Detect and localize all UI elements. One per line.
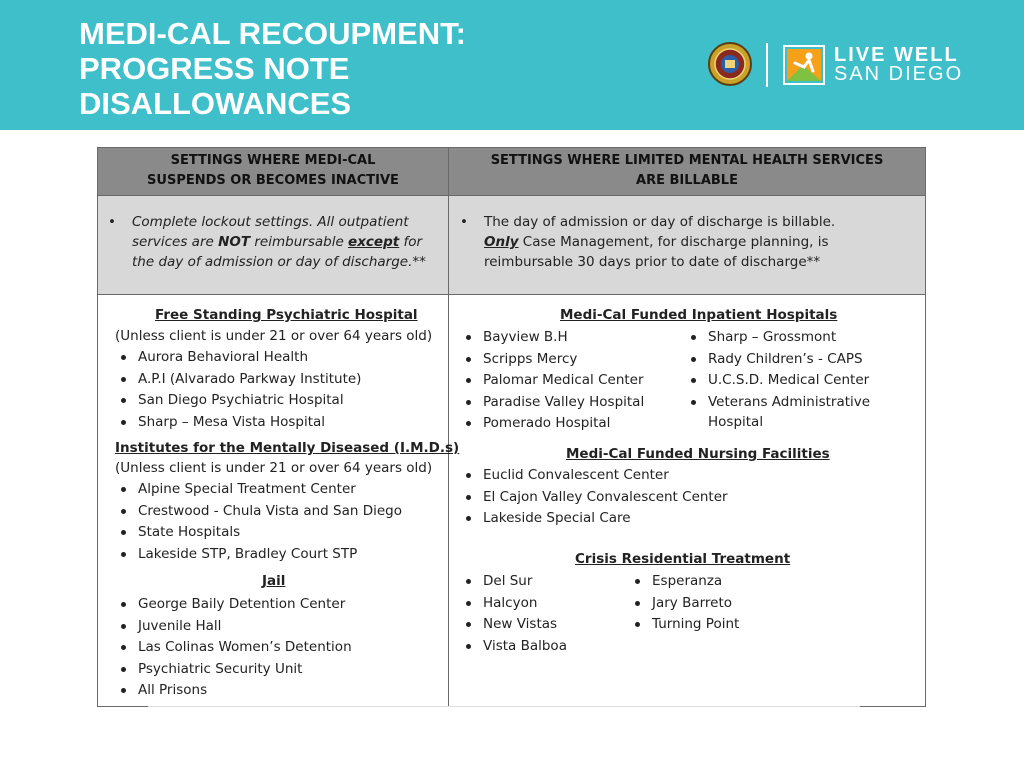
list-item: Jary Barreto	[629, 593, 739, 615]
jail-title: Jail	[262, 573, 286, 589]
right-column-header	[449, 151, 925, 191]
list-item: Las Colinas Women’s Detention	[115, 637, 352, 659]
logo-line: SAN DIEGO	[834, 63, 964, 85]
imd-list	[115, 479, 402, 565]
list-item: Alpine Special Treatment Center	[115, 479, 402, 501]
logo-line: LIVE WELL	[834, 44, 959, 66]
live-well-logo-icon	[783, 45, 825, 85]
page-title	[79, 16, 466, 121]
notes-row	[98, 196, 925, 295]
note-text: Case Management, for discharge planning, is reimbursable 30 days prior to date of discharge**	[484, 234, 829, 270]
list-item: Scripps Mercy	[460, 349, 644, 371]
note-emphasis: NOT	[218, 234, 251, 250]
note-emphasis: Only	[484, 234, 519, 250]
list-item: Paradise Valley Hospital	[460, 392, 644, 414]
nursing-title: Medi-Cal Funded Nursing Facilities	[566, 446, 830, 462]
crisis-list-1	[460, 571, 567, 657]
list-item: Veterans Administrative Hospital	[685, 392, 888, 434]
list-item: Euclid Convalescent Center	[460, 465, 728, 487]
left-column-header	[98, 151, 448, 191]
note-text: for the day of admission or day of discharge.**	[132, 234, 426, 270]
list-item: A.P.I (Alvarado Parkway Institute)	[115, 369, 361, 391]
list-item: Sharp – Grossmont	[685, 327, 888, 349]
inpatient-title: Medi-Cal Funded Inpatient Hospitals	[560, 307, 838, 323]
list-item: U.C.S.D. Medical Center	[685, 370, 888, 392]
list-item: Aurora Behavioral Health	[115, 347, 361, 369]
header-line: SETTINGS WHERE MEDI-CAL	[170, 153, 376, 168]
list-item: Crestwood - Chula Vista and San Diego	[115, 501, 402, 523]
inpatient-list-2	[685, 327, 888, 434]
column-divider	[448, 148, 449, 707]
list-item: El Cajon Valley Convalescent Center	[460, 487, 728, 509]
table-header-row	[98, 148, 925, 196]
list-item: George Baily Detention Center	[115, 594, 352, 616]
crisis-list-2	[629, 571, 739, 636]
inpatient-list-1	[460, 327, 644, 435]
jail-list	[115, 594, 352, 702]
list-item: Sharp – Mesa Vista Hospital	[115, 412, 361, 434]
note-text: Complete lockout settings. All outpatient services are	[132, 214, 409, 250]
bullet-icon: •	[460, 214, 468, 230]
list-item: Esperanza	[629, 571, 739, 593]
imd-subtitle: (Unless client is under 21 or over 64 years old)	[115, 460, 433, 476]
crisis-title: Crisis Residential Treatment	[575, 551, 791, 567]
list-item: Palomar Medical Center	[460, 370, 644, 392]
list-item: New Vistas	[460, 614, 567, 636]
lockout-note	[108, 212, 443, 272]
imd-title: Institutes for the Mentally Diseased (I.M.D.s)	[115, 440, 460, 456]
note-text: reimbursable	[250, 234, 349, 250]
title-line: DISALLOWANCES	[79, 86, 352, 121]
note-emphasis: except	[348, 234, 400, 250]
list-item: Lakeside STP, Bradley Court STP	[115, 544, 402, 566]
live-well-logo-text	[834, 46, 963, 84]
header-line: ARE BILLABLE	[636, 173, 738, 188]
list-item: Juvenile Hall	[115, 616, 352, 638]
list-item: San Diego Psychiatric Hospital	[115, 390, 361, 412]
footer-divider	[148, 706, 860, 707]
note-text: The day of admission or day of discharge is billable.	[484, 214, 836, 230]
county-seal-icon	[708, 42, 752, 86]
list-item: Del Sur	[460, 571, 567, 593]
psych-hospital-subtitle: (Unless client is under 21 or over 64 years old)	[115, 328, 433, 344]
list-item: Pomerado Hospital	[460, 413, 644, 435]
header-line: SUSPENDS OR BECOMES INACTIVE	[147, 173, 399, 188]
list-item: Turning Point	[629, 614, 739, 636]
list-item: Vista Balboa	[460, 636, 567, 658]
logo-divider	[766, 43, 768, 87]
list-item: All Prisons	[115, 680, 352, 702]
nursing-list	[460, 465, 728, 530]
list-item: State Hospitals	[115, 522, 402, 544]
psych-hospital-title: Free Standing Psychiatric Hospital	[155, 307, 418, 323]
title-line: PROGRESS NOTE	[79, 51, 350, 86]
list-item: Halcyon	[460, 593, 567, 615]
header-line: SETTINGS WHERE LIMITED MENTAL HEALTH SERVICES	[490, 153, 884, 168]
list-item: Bayview B.H	[460, 327, 644, 349]
bullet-icon: •	[108, 214, 116, 230]
list-item: Rady Children’s - CAPS	[685, 349, 888, 371]
list-item: Lakeside Special Care	[460, 508, 728, 530]
list-item: Psychiatric Security Unit	[115, 659, 352, 681]
psych-hospital-list	[115, 347, 361, 433]
title-line: MEDI-CAL RECOUPMENT:	[79, 16, 466, 51]
billable-note	[460, 212, 900, 272]
settings-table	[97, 147, 926, 707]
header-band	[0, 0, 1024, 130]
